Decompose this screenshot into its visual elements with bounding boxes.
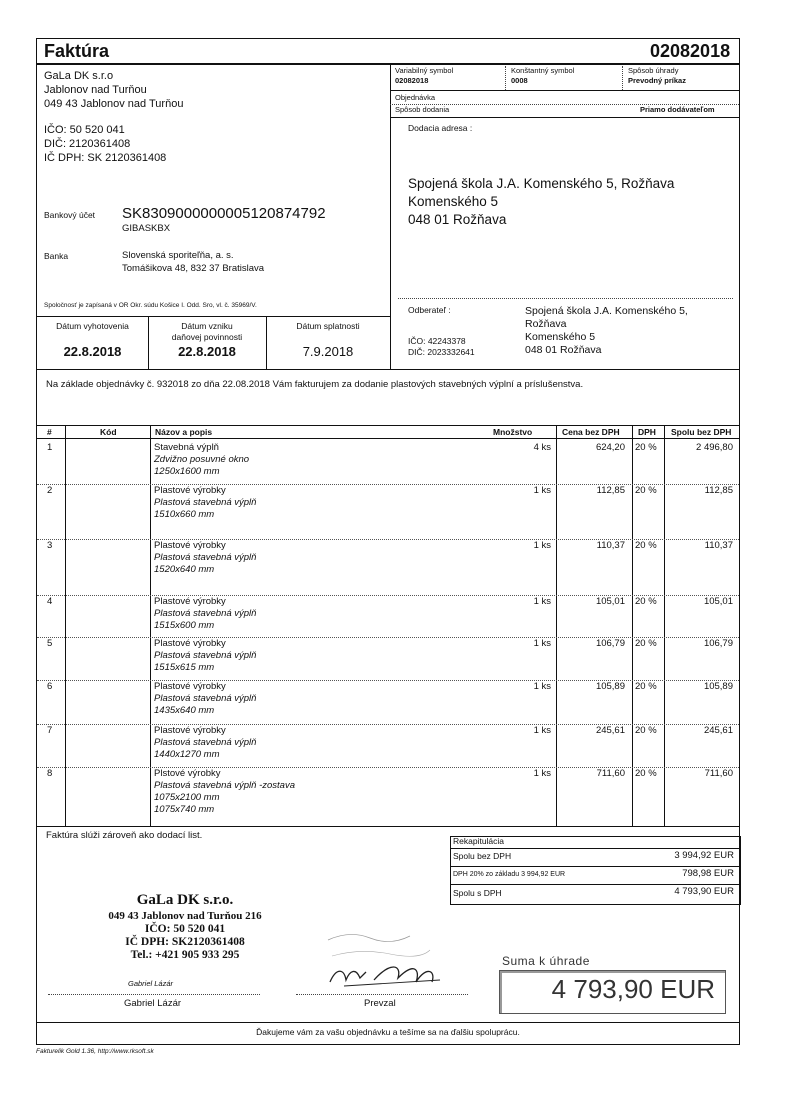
row-qty: 1 ks bbox=[533, 596, 551, 607]
row-size: 1250x1600 mm bbox=[154, 466, 220, 477]
row-qty: 1 ks bbox=[533, 540, 551, 551]
row-price: 112,85 bbox=[596, 485, 625, 496]
divider bbox=[37, 425, 739, 426]
issuer-name: Gabriel Lázár bbox=[124, 998, 182, 1009]
row-desc: Plastová stavebná výplň bbox=[154, 693, 257, 704]
registry-note: Spoločnosť je zapísaná v OR Okr. súdu Košice I. Odd. Sro, vl. č. 35969/V. bbox=[44, 302, 257, 309]
col-price: Cena bez DPH bbox=[562, 427, 620, 437]
divider bbox=[37, 438, 739, 439]
row-vat: 20 % bbox=[635, 681, 657, 692]
row-price: 105,01 bbox=[595, 596, 625, 607]
customer-line4: 048 01 Rožňava bbox=[525, 344, 602, 356]
software-note: Fakturelik Gold 1.36, http://www.rksoft.sk bbox=[36, 1048, 154, 1055]
row-num: 5 bbox=[47, 638, 53, 649]
row-qty: 1 ks bbox=[533, 725, 551, 736]
divider bbox=[622, 66, 623, 90]
row-size: 1440x1270 mm bbox=[154, 749, 220, 760]
divider bbox=[450, 848, 739, 849]
issue-date-label: Dátum vyhotovenia bbox=[56, 321, 129, 331]
row-num: 1 bbox=[47, 442, 53, 453]
row-total: 105,89 bbox=[703, 681, 733, 692]
divider bbox=[37, 1022, 739, 1023]
customer-line3: Komenského 5 bbox=[525, 331, 596, 343]
tax-date-label-2: daňovej povinnosti bbox=[171, 332, 243, 342]
row-qty: 1 ks bbox=[533, 768, 551, 779]
divider bbox=[398, 298, 733, 299]
footer-note: Faktúra slúži zároveň ako dodací list. bbox=[46, 830, 203, 841]
row-size: 1435x640 mm bbox=[154, 705, 215, 716]
delivery-address-line2: Komenského 5 bbox=[408, 194, 499, 209]
row-vat: 20 % bbox=[635, 638, 657, 649]
col-num: # bbox=[47, 427, 52, 437]
col-vat: DPH bbox=[638, 427, 656, 437]
order-label: Objednávka bbox=[395, 93, 436, 102]
customer-ico: IČO: 42243378 bbox=[408, 336, 466, 346]
table-row bbox=[37, 768, 739, 826]
stamp-icdph: IČ DPH: SK2120361408 bbox=[125, 936, 245, 948]
row-name: Plastové výrobky bbox=[154, 485, 226, 496]
invoice-number: 02082018 bbox=[650, 41, 731, 61]
row-num: 3 bbox=[47, 540, 53, 551]
divider bbox=[48, 994, 260, 995]
row-desc: Plastová stavebná výplň bbox=[154, 650, 257, 661]
customer-label: Odberateľ : bbox=[408, 305, 451, 315]
table-row bbox=[37, 725, 739, 768]
row-name: Plastové výrobky bbox=[154, 540, 226, 551]
row-desc: Plastová stavebná výplň bbox=[154, 737, 257, 748]
recap-gross-label: Spolu s DPH bbox=[453, 888, 502, 898]
col-qty: Množstvo bbox=[493, 427, 533, 437]
amount-due-value: 4 793,90 EUR bbox=[551, 974, 715, 1004]
recap-gross-value: 4 793,90 EUR bbox=[674, 886, 734, 897]
supplier-dic: DIČ: 2120361408 bbox=[44, 138, 131, 150]
delivery-value: Priamo dodávateľom bbox=[640, 105, 715, 114]
row-vat: 20 % bbox=[635, 768, 657, 779]
supplier-ico: IČO: 50 520 041 bbox=[44, 124, 125, 136]
supplier-icdph: IČ DPH: SK 2120361408 bbox=[44, 152, 167, 164]
receiver-signature bbox=[320, 920, 460, 1000]
row-desc: Plastová stavebná výplň bbox=[154, 608, 257, 619]
swift: GIBASKBX bbox=[122, 223, 171, 234]
divider bbox=[390, 90, 739, 91]
receiver-label: Prevzal bbox=[364, 998, 396, 1009]
stamp-phone: Tel.: +421 905 933 295 bbox=[130, 949, 240, 961]
recap-net-value: 3 994,92 EUR bbox=[674, 850, 734, 861]
row-qty: 1 ks bbox=[533, 681, 551, 692]
divider bbox=[450, 884, 739, 885]
col-code: Kód bbox=[100, 427, 117, 437]
table-row bbox=[37, 442, 739, 485]
divider bbox=[296, 994, 468, 995]
divider bbox=[37, 826, 739, 827]
row-size: 1510x660 mm bbox=[154, 509, 215, 520]
row-vat: 20 % bbox=[635, 485, 657, 496]
recap-vat-value: 798,98 EUR bbox=[682, 868, 734, 879]
thanks-text: Ďakujeme vám za vašu objednávku a tešíme sa na ďalšiu spoluprácu. bbox=[256, 1027, 520, 1037]
row-total: 245,61 bbox=[703, 725, 733, 736]
bank-address: Tomášikova 48, 832 37 Bratislava bbox=[122, 263, 265, 274]
divider bbox=[505, 66, 506, 90]
row-qty: 1 ks bbox=[533, 485, 551, 496]
bank-account-label: Bankový účet bbox=[44, 210, 96, 220]
col-total: Spolu bez DPH bbox=[671, 427, 732, 437]
row-num: 2 bbox=[47, 485, 53, 496]
row-vat: 20 % bbox=[635, 725, 657, 736]
supplier-city: 049 43 Jablonov nad Turňou bbox=[44, 98, 184, 110]
table-row bbox=[37, 596, 739, 638]
row-name: Plastové výrobky bbox=[154, 681, 226, 692]
divider bbox=[37, 63, 739, 65]
recap-net-label: Spolu bez DPH bbox=[453, 851, 512, 861]
row-total: 106,79 bbox=[703, 638, 733, 649]
stamp-ico: IČO: 50 520 041 bbox=[144, 923, 226, 935]
customer-line2: Rožňava bbox=[525, 318, 567, 330]
delivery-address-line3: 048 01 Rožňava bbox=[408, 212, 507, 227]
vs-label: Variabilný symbol bbox=[395, 66, 454, 75]
row-total: 2 496,80 bbox=[696, 442, 733, 453]
due-date-label: Dátum splatnosti bbox=[296, 321, 360, 331]
table-row bbox=[37, 681, 739, 725]
row-price: 106,79 bbox=[595, 638, 625, 649]
recap-title: Rekapitulácia bbox=[453, 836, 505, 846]
divider bbox=[390, 117, 739, 118]
divider bbox=[450, 866, 739, 867]
row-num: 6 bbox=[47, 681, 53, 692]
divider bbox=[37, 369, 739, 370]
divider bbox=[390, 63, 391, 369]
customer-line1: Spojená škola J.A. Komenského 5, bbox=[525, 305, 688, 317]
due-date: 7.9.2018 bbox=[302, 344, 354, 359]
row-total: 110,37 bbox=[704, 540, 733, 551]
row-total: 105,01 bbox=[703, 596, 733, 607]
vs-value: 02082018 bbox=[395, 76, 429, 85]
row-size: 1515x600 mm bbox=[154, 620, 215, 631]
ks-value: 0008 bbox=[511, 76, 528, 85]
row-vat: 20 % bbox=[635, 540, 657, 551]
delivery-address-label: Dodacia adresa : bbox=[408, 123, 473, 133]
row-total: 112,85 bbox=[704, 485, 733, 496]
row-size: 1075x2100 mm bbox=[154, 792, 220, 803]
supplier-street: Jablonov nad Turňou bbox=[44, 84, 147, 96]
row-price: 245,61 bbox=[595, 725, 625, 736]
row-price: 105,89 bbox=[595, 681, 625, 692]
method-value: Prevodný príkaz bbox=[628, 76, 686, 85]
row-size-2: 1075x740 mm bbox=[154, 804, 215, 815]
tax-date-label: Dátum vzniku bbox=[181, 321, 233, 331]
delivery-address-line1: Spojená škola J.A. Komenského 5, Rožňava bbox=[408, 176, 675, 191]
row-size: 1520x640 mm bbox=[154, 564, 215, 575]
stamp-address: 049 43 Jablonov nad Turňou 216 bbox=[108, 910, 262, 922]
intro-text: Na základe objednávky č. 932018 zo dňa 22.08.2018 Vám fakturujem za dodanie plastových stavebných výplní a príslušenstva. bbox=[46, 379, 584, 390]
row-total: 711,60 bbox=[704, 768, 733, 779]
customer-dic: DIČ: 2023332641 bbox=[408, 347, 475, 357]
row-vat: 20 % bbox=[635, 442, 657, 453]
recap-vat-label: DPH 20% zo základu 3 994,92 EUR bbox=[453, 871, 566, 878]
table-row bbox=[37, 485, 739, 540]
row-price: 110,37 bbox=[596, 540, 625, 551]
row-desc: Plastová stavebná výplň -zostava bbox=[154, 780, 295, 791]
row-desc: Zdvižno posuvné okno bbox=[154, 454, 250, 465]
divider bbox=[37, 316, 390, 317]
table-row bbox=[37, 540, 739, 596]
amount-due-label: Suma k úhrade bbox=[502, 954, 590, 968]
row-num: 8 bbox=[47, 768, 53, 779]
row-size: 1515x615 mm bbox=[154, 662, 215, 673]
issuer-name-small: Gabriel Lázár bbox=[128, 979, 174, 988]
ks-label: Konštantný symbol bbox=[511, 66, 575, 75]
delivery-label: Spôsob dodania bbox=[395, 105, 450, 114]
row-desc: Plastová stavebná výplň bbox=[154, 497, 257, 508]
table-row bbox=[37, 638, 739, 681]
row-name: Stavebná výplň bbox=[154, 442, 219, 453]
row-desc: Plastová stavebná výplň bbox=[154, 552, 257, 563]
invoice-title: Faktúra bbox=[44, 41, 110, 61]
stamp-company: GaLa DK s.r.o. bbox=[136, 892, 234, 908]
row-vat: 20 % bbox=[635, 596, 657, 607]
row-price: 624,20 bbox=[595, 442, 625, 453]
bank-label: Banka bbox=[44, 251, 69, 261]
supplier-name: GaLa DK s.r.o bbox=[44, 70, 114, 82]
row-name: Plastové výrobky bbox=[154, 638, 226, 649]
row-qty: 1 ks bbox=[533, 638, 551, 649]
tax-date: 22.8.2018 bbox=[178, 344, 236, 359]
row-qty: 4 ks bbox=[533, 442, 551, 453]
row-name: Plastové výrobky bbox=[154, 725, 226, 736]
row-num: 7 bbox=[47, 725, 53, 736]
row-num: 4 bbox=[47, 596, 53, 607]
row-name: Plastové výrobky bbox=[154, 596, 226, 607]
issue-date: 22.8.2018 bbox=[63, 344, 122, 359]
row-name: Plstové výrobky bbox=[154, 768, 221, 779]
bank-name: Slovenská sporiteľňa, a. s. bbox=[122, 250, 234, 261]
row-price: 711,60 bbox=[596, 768, 625, 779]
iban: SK8309000000005120874792 bbox=[122, 205, 326, 222]
method-label: Spôsob úhrady bbox=[628, 66, 679, 75]
col-name: Názov a popis bbox=[155, 427, 213, 437]
